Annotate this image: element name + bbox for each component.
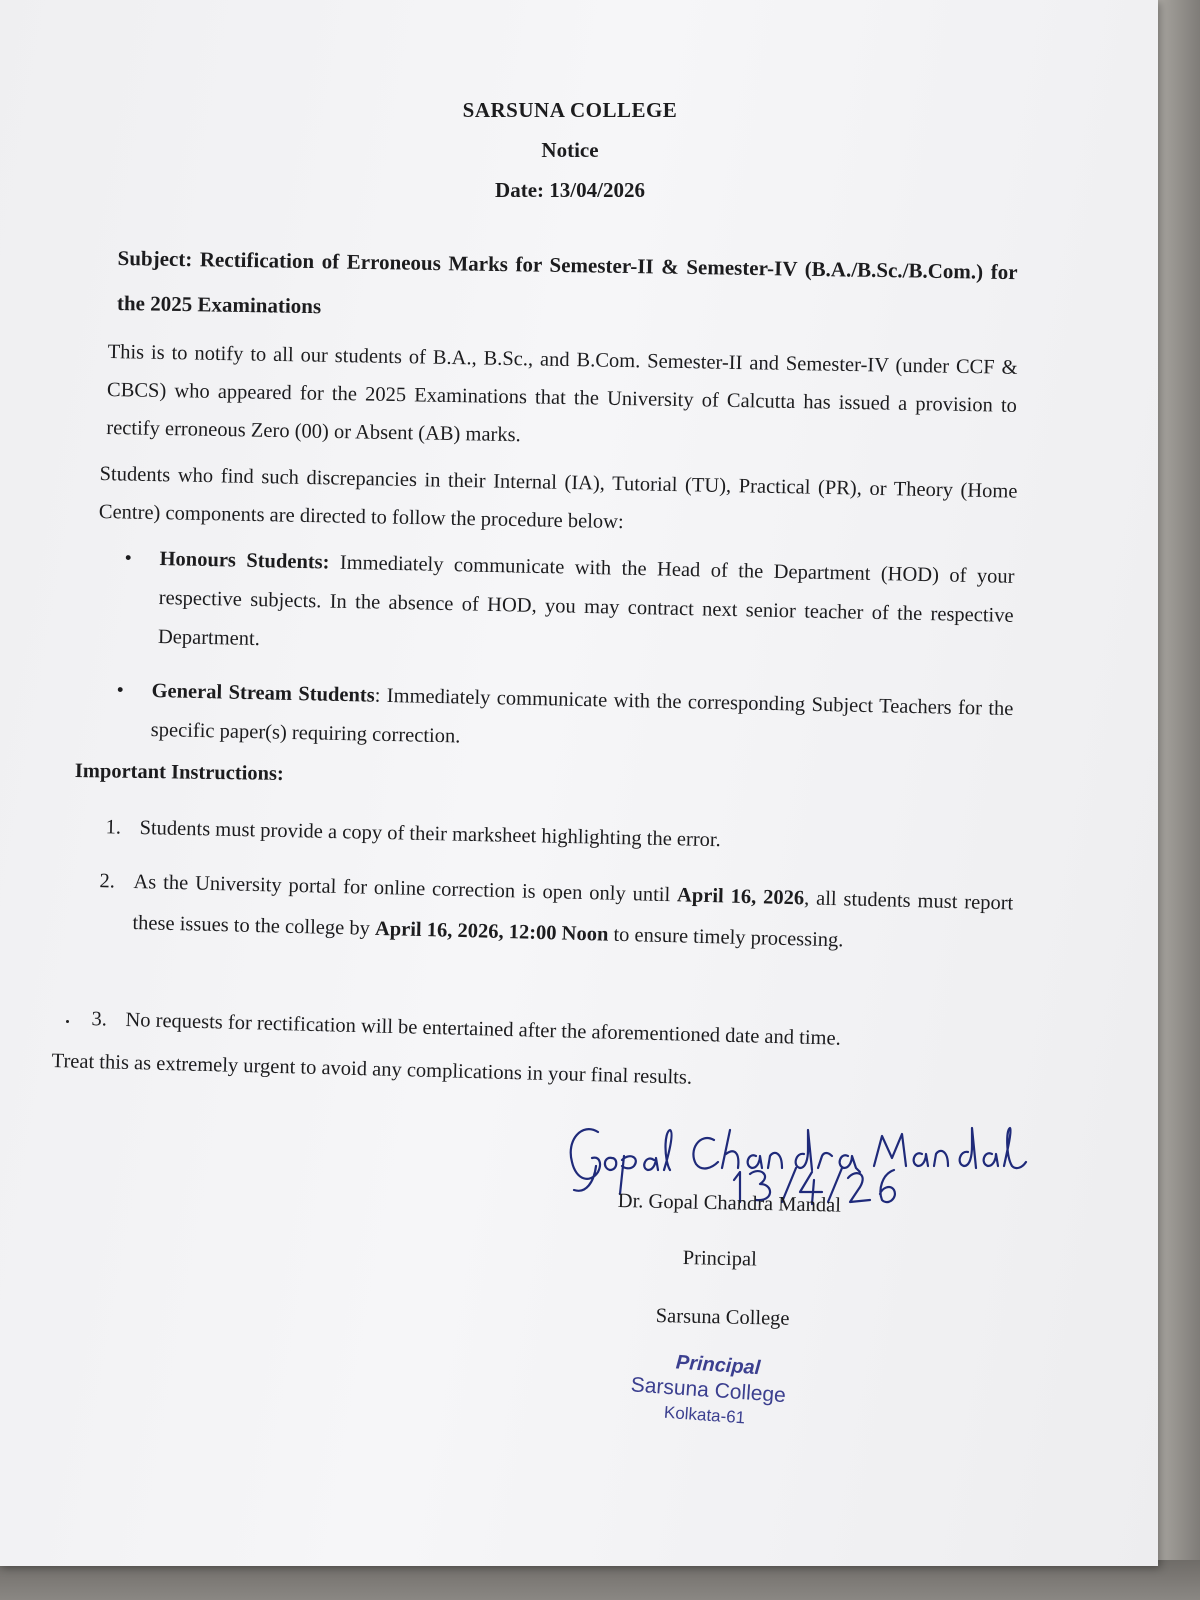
bullet-text: Immediately communicate with the Head of the Department (HOD) of your respective subjects. In the absence of HOD, you may contract next senior teacher of the respective Department. bbox=[157, 551, 1015, 651]
official-stamp bbox=[612, 1345, 812, 1445]
notice-title: Notice bbox=[541, 138, 599, 162]
instruction-text: Students must provide a copy of their marksheet highlighting the error. bbox=[139, 816, 721, 852]
signatory-name: Dr. Gopal Chandra Mandal bbox=[617, 1190, 842, 1217]
instruction-text: to ensure timely processing. bbox=[608, 923, 844, 952]
notice-subject: Subject: Rectification of Erroneous Marks for Semester-II & Semester-IV (B.A./B.Sc./B.Com.) for the 2025 Examinations bbox=[116, 245, 1018, 319]
stray-mark bbox=[66, 1020, 69, 1023]
stamp-line-principal: Principal bbox=[675, 1351, 761, 1380]
procedure-paragraph: Students who find such discrepancies in their Internal (IA), Tutorial (TU), Practical (PR), or Theory (Home Centre) components are directed to follow the procedure below: bbox=[98, 462, 1018, 534]
instructions-heading: Important Instructions: bbox=[74, 760, 284, 785]
instruction-number: 2. bbox=[99, 870, 116, 893]
signatory-role: Principal bbox=[682, 1247, 757, 1271]
bullet-dot: • bbox=[116, 679, 125, 702]
signatory-college: Sarsuna College bbox=[655, 1305, 790, 1330]
deadline-date: April 16, 2026 bbox=[676, 884, 805, 910]
instruction-text: As the University portal for online correction is open only until bbox=[133, 870, 678, 907]
closing-line: Treat this as extremely urgent to avoid any complications in your final results. bbox=[51, 1050, 693, 1089]
bullet-title: General Stream Students bbox=[151, 679, 375, 707]
bullet-general bbox=[116, 672, 1014, 768]
instruction-text: No requests for rectification will be entertained after the aforementioned date and time. bbox=[125, 1008, 842, 1050]
stamp-line-city: Kolkata-61 bbox=[663, 1402, 746, 1428]
bullet-text: : Immediately communicate with the corresponding Subject Teachers for the specific paper(s) requiring correction. bbox=[150, 684, 1014, 748]
bullet-honours bbox=[124, 540, 1015, 675]
instruction-text: , all students must report these issues to the college by bbox=[132, 887, 1014, 940]
instruction-item bbox=[99, 862, 1014, 965]
notice-header bbox=[0, 90, 1140, 210]
stamp-line-college: Sarsuna College bbox=[630, 1373, 787, 1408]
instruction-number: 1. bbox=[105, 816, 122, 839]
intro-paragraph: This is to notify to all our students of B.A., B.Sc., and B.Com. Semester-II and Semester-IV (under CCF & CBCS) who appeared for the 2025 Examinations that the University of Calcutta has issued a provision to rectify erroneous Zero (00) or Absent (AB) marks. bbox=[106, 340, 1018, 447]
instruction-item bbox=[105, 808, 1020, 867]
college-name: SARSUNA COLLEGE bbox=[462, 98, 678, 122]
instruction-number: 3. bbox=[91, 1008, 108, 1031]
bullet-dot: • bbox=[124, 547, 133, 570]
notice-date: Date: 13/04/2026 bbox=[495, 178, 645, 202]
deadline-datetime: April 16, 2026, 12:00 Noon bbox=[374, 917, 609, 946]
bullet-title: Honours Students: bbox=[159, 547, 330, 574]
background-floor-bottom bbox=[0, 1560, 1200, 1600]
